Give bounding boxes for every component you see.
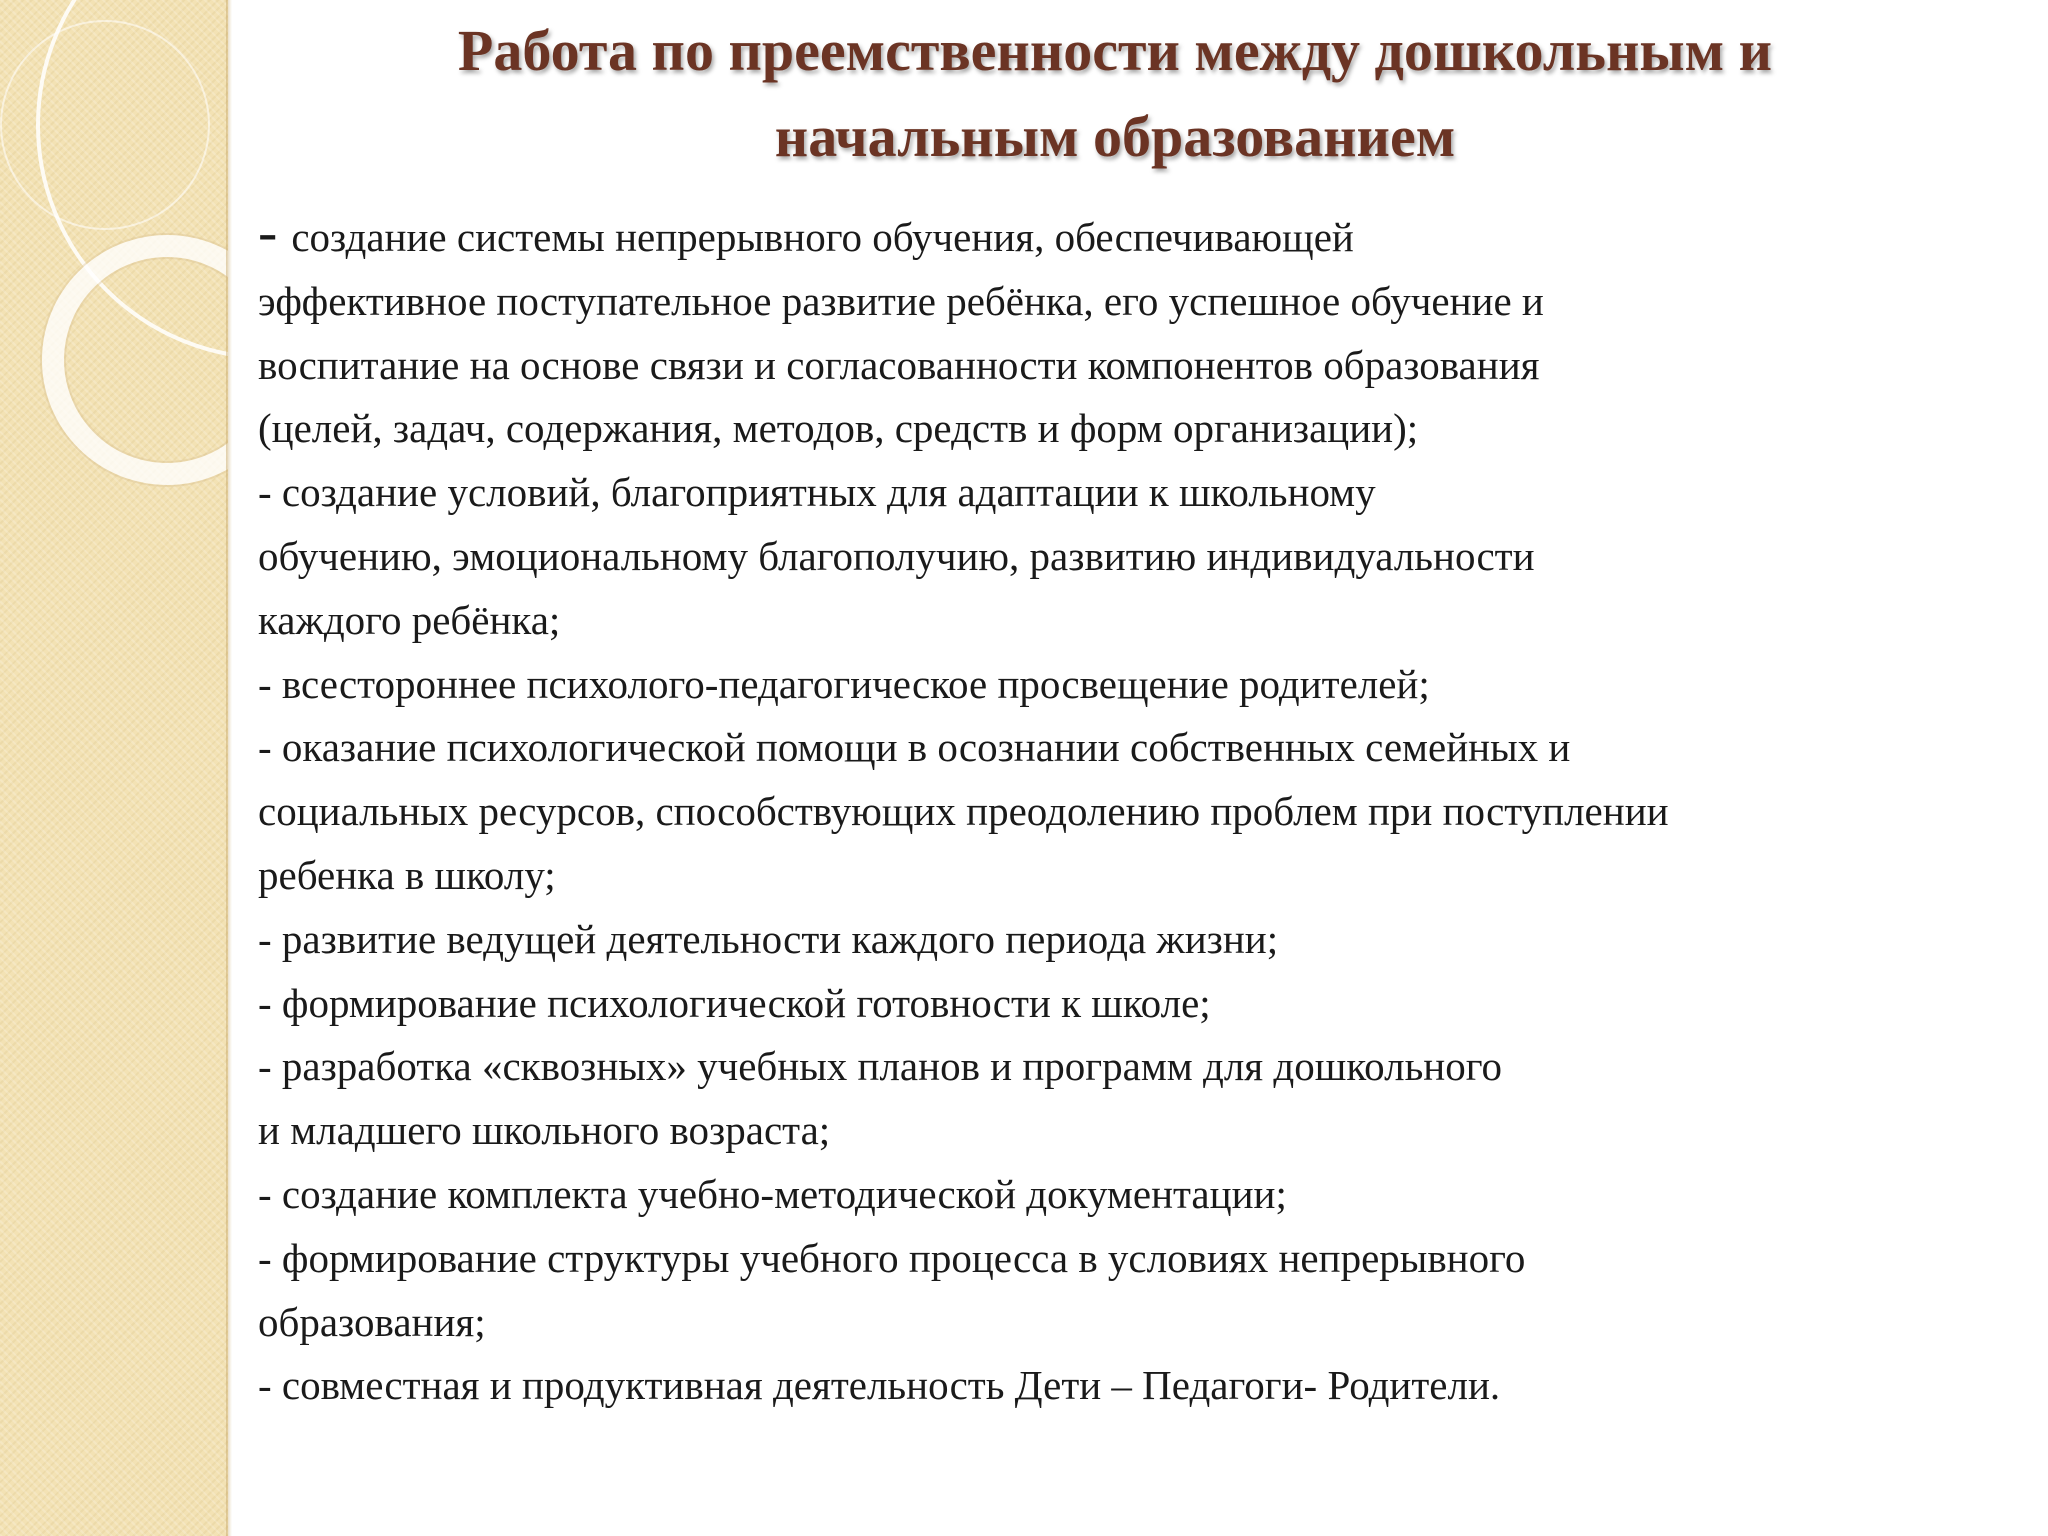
band-edge-shadow [226,0,232,1536]
body-line: - формирование структуры учебного процесса в условиях непрерывного [258,1234,1526,1281]
decorative-ring-mid [42,235,228,485]
title-line-1: Работа по преемственности между дошкольным и [457,18,1773,83]
body-line: воспитание на основе связи и согласованности компонентов образования [258,341,1540,388]
slide-title [290,8,1940,180]
body-line: - оказание психологической помощи в осознании собственных семейных и [258,724,1571,771]
decorative-ring-small [0,20,210,230]
body-line: - развитие ведущей деятельности каждого периода жизни; [258,915,1279,962]
body-line: - создание условий, благоприятных для адаптации к школьному [258,469,1376,516]
body-line: ребенка в школу; [258,851,556,898]
body-line: социальных ресурсов, способствующих преодолению проблем при поступлении [258,788,1669,835]
slide-body [258,199,1978,1418]
body-line: образования; [258,1298,486,1345]
bullet-dash: - [258,199,278,264]
body-line: - всестороннее психолого-педагогическое просвещение родителей; [258,660,1430,707]
body-line: - формирование психологической готовности к школе; [258,979,1211,1026]
title-line-2: начальным образованием [774,104,1456,169]
body-line: - создание комплекта учебно-методической документации; [258,1170,1287,1217]
body-line: обучению, эмоциональному благополучию, развитию индивидуальности [258,532,1535,579]
body-line: (целей, задач, содержания, методов, средств и форм организации); [258,405,1419,452]
body-line-text: создание системы непрерывного обучения, обеспечивающей [291,214,1354,260]
body-line: - совместная и продуктивная деятельность Дети – Педагоги- Родители. [258,1362,1501,1409]
body-line: - разработка «сквозных» учебных планов и программ для дошкольного [258,1043,1503,1090]
body-line: и младшего школьного возраста; [258,1107,831,1154]
body-line [258,199,1978,270]
body-line: эффективное поступательное развитие ребёнка, его успешное обучение и [258,277,1544,324]
decorative-side-band [0,0,228,1536]
body-line: каждого ребёнка; [258,596,561,643]
